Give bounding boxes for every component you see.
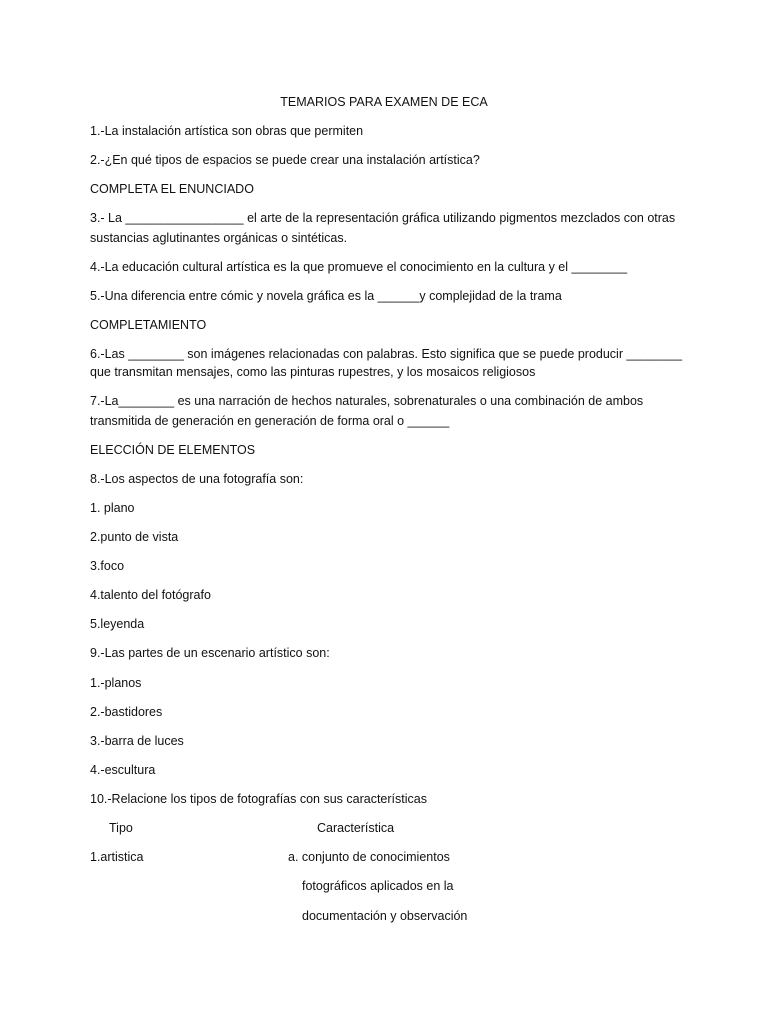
question-6-line-2: que transmitan mensajes, como las pinturas rupestres, y los mosaicos religiosos <box>90 365 536 379</box>
question-8-option: 1. plano <box>90 501 135 515</box>
question-8-option: 3.foco <box>90 559 125 573</box>
q10-header-tipo: Tipo <box>109 821 133 835</box>
question-8-option: 5.leyenda <box>90 617 145 631</box>
question-7-line-1: 7.-La________ es una narración de hechos naturales, sobrenaturales o una combinación de ambos <box>90 394 644 408</box>
q10-row-1-characteristic-line-3: documentación y observación <box>302 909 468 923</box>
section-heading-completa: COMPLETA EL ENUNCIADO <box>90 182 254 196</box>
section-heading-eleccion: ELECCIÓN DE ELEMENTOS <box>90 443 256 457</box>
q10-row-1-characteristic-line-1: a. conjunto de conocimientos <box>288 850 450 864</box>
q10-header-caracteristica: Característica <box>317 821 395 835</box>
question-7-line-2: transmitida de generación en generación de forma oral o ______ <box>90 414 450 428</box>
question-1: 1.-La instalación artística son obras que permiten <box>90 124 364 138</box>
question-9-option: 4.-escultura <box>90 763 156 777</box>
question-8-option: 2.punto de vista <box>90 530 179 544</box>
question-10: 10.-Relacione los tipos de fotografías con sus características <box>90 792 427 806</box>
question-5: 5.-Una diferencia entre cómic y novela gráfica es la ______y complejidad de la trama <box>90 289 562 303</box>
page-title: TEMARIOS PARA EXAMEN DE ECA <box>280 95 488 109</box>
question-4: 4.-La educación cultural artística es la que promueve el conocimiento en la cultura y el ________ <box>90 260 628 274</box>
question-8-option: 4.talento del fotógrafo <box>90 588 211 602</box>
question-2: 2.-¿En qué tipos de espacios se puede crear una instalación artística? <box>90 153 480 167</box>
question-8: 8.-Los aspectos de una fotografía son: <box>90 472 304 486</box>
question-9-option: 2.-bastidores <box>90 705 163 719</box>
question-6-line-1: 6.-Las ________ son imágenes relacionadas con palabras. Esto significa que se puede producir ________ <box>90 347 683 361</box>
question-9: 9.-Las partes de un escenario artístico son: <box>90 646 330 660</box>
question-9-option: 3.-barra de luces <box>90 734 184 748</box>
section-heading-completamiento: COMPLETAMIENTO <box>90 318 207 332</box>
question-9-option: 1.-planos <box>90 676 142 690</box>
question-3-line-1: 3.- La _________________ el arte de la representación gráfica utilizando pigmentos mezclados con otras <box>90 211 676 225</box>
q10-row-1-characteristic-line-2: fotográficos aplicados en la <box>302 879 454 893</box>
question-3-line-2: sustancias aglutinantes orgánicas o sintéticas. <box>90 231 348 245</box>
q10-row-1-tipo: 1.artistica <box>90 850 144 864</box>
